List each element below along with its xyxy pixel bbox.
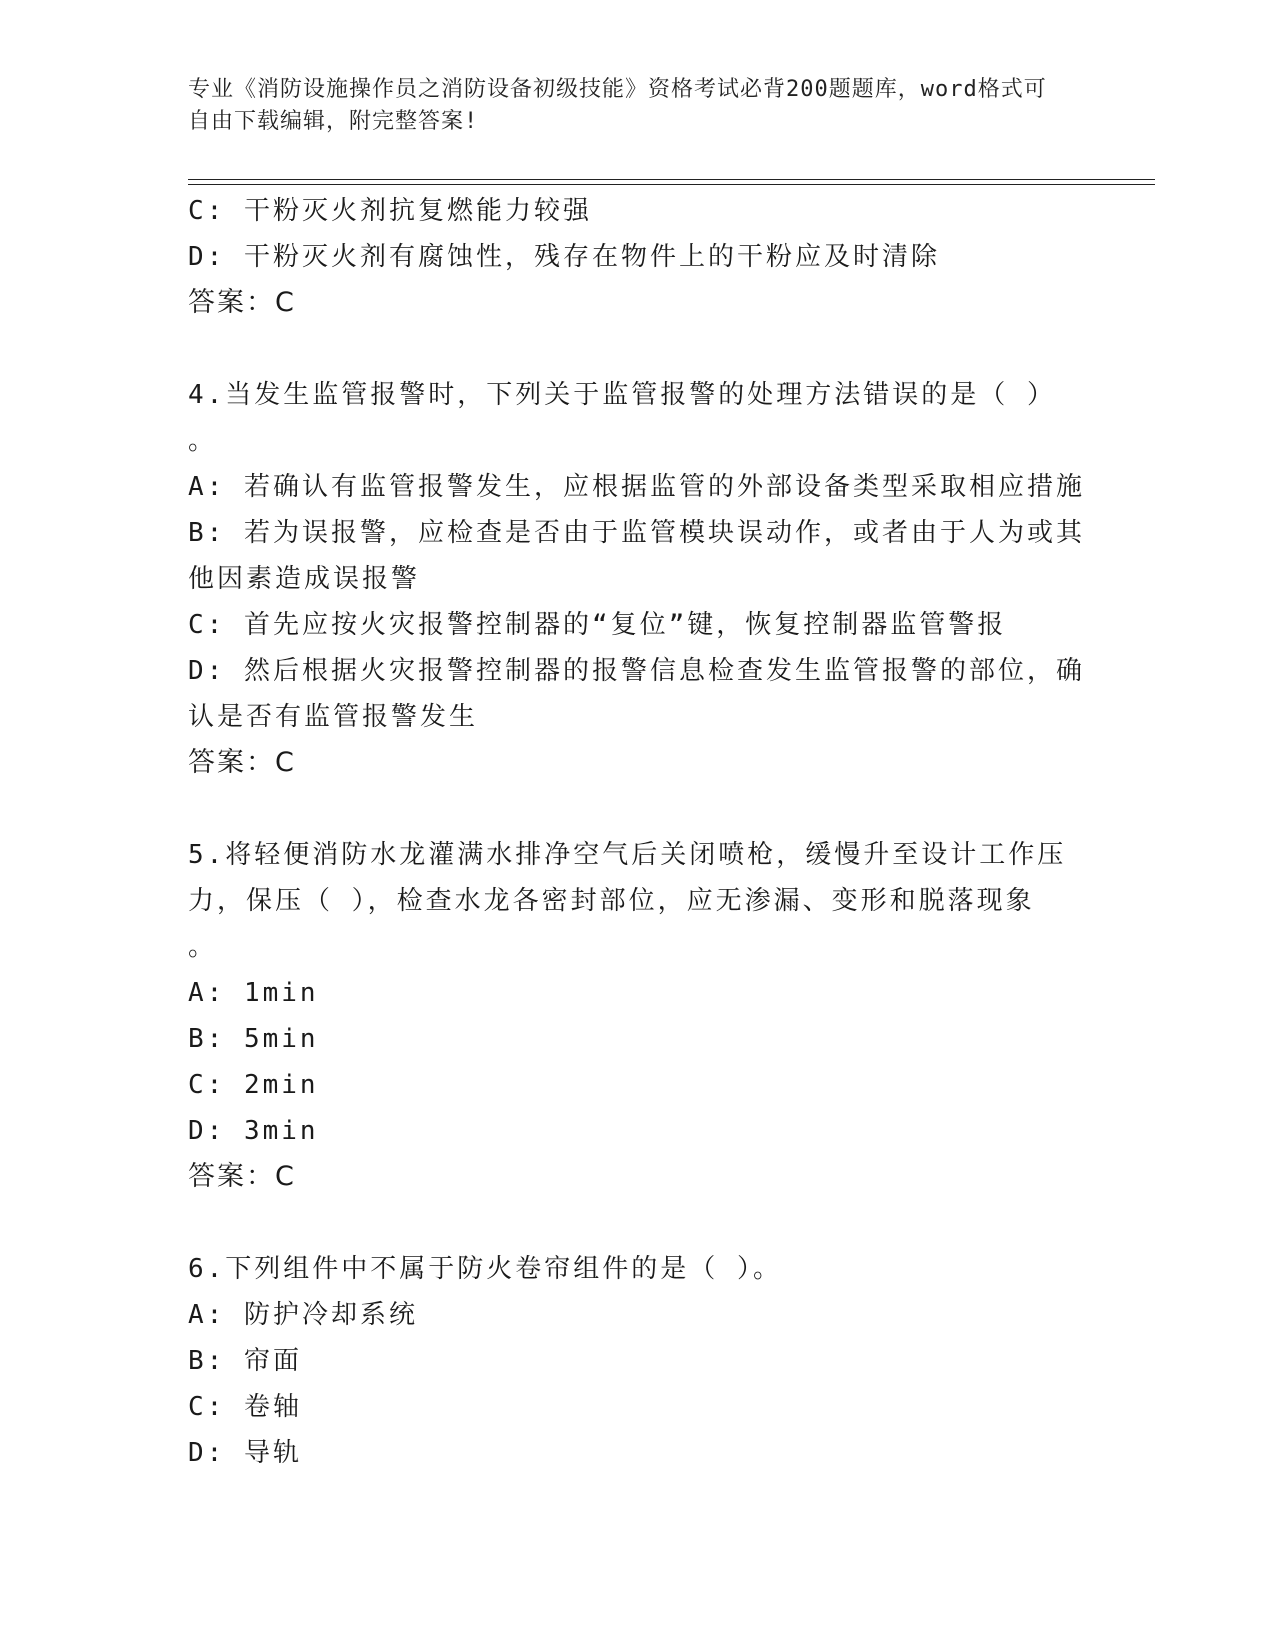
q4-option-b-line2: 他因素造成误报警 <box>188 564 421 594</box>
header-rule-top <box>188 179 1155 180</box>
q5-stem-line2: 力，保压（ ），检查水龙各密封部位，应无渗漏、变形和脱落现象 <box>188 886 1035 916</box>
q5-option-c: C: 2min <box>188 1070 319 1100</box>
document-header <box>188 74 1068 138</box>
q4-option-d-line2: 认是否有监管报警发生 <box>188 702 479 732</box>
q4-option-d-line1: D: 然后根据火灾报警控制器的报警信息检查发生监管报警的部位，确 <box>188 656 1085 686</box>
spacer <box>188 1200 1088 1246</box>
prev-option-c: C: 干粉灭火剂抗复燃能力较强 <box>188 196 592 226</box>
header-text: 专业《消防设施操作员之消防设备初级技能》资格考试必背200题题库，word格式可自由下载编辑，附完整答案! <box>188 77 1047 134</box>
q5-option-b: B: 5min <box>188 1024 319 1054</box>
q6-option-c: C: 卷轴 <box>188 1392 302 1422</box>
q6-option-b: B: 帘面 <box>188 1346 302 1376</box>
q5-stem-line1: 5.将轻便消防水龙灌满水排净空气后关闭喷枪，缓慢升至设计工作压 <box>188 840 1067 870</box>
q4-option-a: A: 若确认有监管报警发生，应根据监管的外部设备类型采取相应措施 <box>188 472 1085 502</box>
q6-option-a: A: 防护冷却系统 <box>188 1300 418 1330</box>
spacer <box>188 786 1088 832</box>
q5-stem-line3: 。 <box>188 932 218 962</box>
q5-option-d: D: 3min <box>188 1116 319 1146</box>
prev-option-d: D: 干粉灭火剂有腐蚀性，残存在物件上的干粉应及时清除 <box>188 242 940 272</box>
q4-answer: 答案：C <box>188 747 296 778</box>
question-content <box>188 188 1088 1476</box>
q4-stem-line2: 。 <box>188 426 218 456</box>
q4-option-b-line1: B: 若为误报警，应检查是否由于监管模块误动作，或者由于人为或其 <box>188 518 1085 548</box>
prev-answer: 答案：C <box>188 287 296 318</box>
q5-option-a: A: 1min <box>188 978 319 1008</box>
header-rule-bottom <box>188 184 1155 185</box>
q6-stem: 6.下列组件中不属于防火卷帘组件的是（ ）。 <box>188 1254 782 1284</box>
q6-option-d: D: 导轨 <box>188 1438 302 1468</box>
q5-answer: 答案：C <box>188 1161 296 1192</box>
q4-stem-line1: 4.当发生监管报警时，下列关于监管报警的处理方法错误的是（ ） <box>188 380 1056 410</box>
spacer <box>188 326 1088 372</box>
q4-option-c: C: 首先应按火灾报警控制器的“复位”键，恢复控制器监管警报 <box>188 610 1007 640</box>
